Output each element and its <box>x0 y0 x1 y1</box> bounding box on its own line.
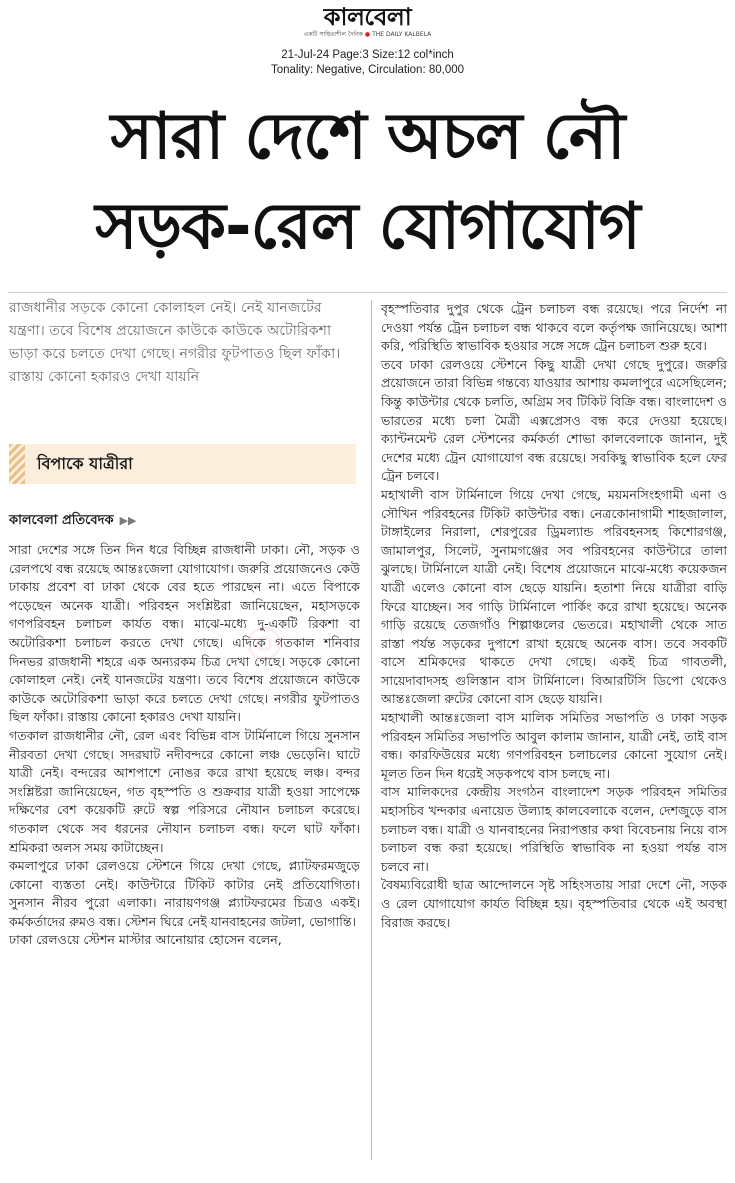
headline-line-1: সারা দেশে অচল নৌ <box>110 100 625 174</box>
article-paragraph: বাস মালিকদের কেন্দ্রীয় সংগঠন বাংলাদেশ সড়ক পরিবহন সমিতির মহাসচিব খন্দকার এনায়েত উল্যাহ কালবেলাকে বলেন, দেশজুড়ে বাস চলাচল বন্ধ। যাত্রী ও যানবাহনের নিরাপত্তার কথা বিবেচনায় নিয়ে বাস চলাচল বন্ধ করা হয়েছে। পরিস্থিতি স্বাভাবিক না হওয়া পর্যন্ত বাস চলবে না। <box>381 784 727 874</box>
intro-blurb: রাজধানীর সড়কে কোনো কোলাহল নেই। নেই যানজটের যন্ত্রণা। তবে বিশেষ প্রয়োজনে কাউকে কাউকে অটোরিকশা ভাড়া করে চলতে দেখা গেছে। নগরীর ফুটপাতও ছিল ফাঁকা। রাস্তায় কোনো হকারও দেখা যায়নি <box>9 300 341 385</box>
byline-text: কালবেলা প্রতিবেদক <box>9 513 114 528</box>
tagline-dot-icon: ● <box>364 31 371 38</box>
article-paragraph: বৃহস্পতিবার দুপুর থেকে ট্রেন চলাচল বন্ধ রয়েছে। পরে নির্দেশ না দেওয়া পর্যন্ত ট্রেন চলাচল বন্ধ থাকবে বলে কর্তৃপক্ষ জানিয়েছে। আশা করি, পরিস্থিতি স্বাভাবিক হওয়ার সঙ্গে সঙ্গে ট্রেন চলাচল শুরু হবে। <box>381 301 727 354</box>
article-paragraph: মহাখালী আন্তঃজেলা বাস মালিক সমিতির সভাপতি ও ঢাকা সড়ক পরিবহন সমিতির সভাপতি আবুল কালাম জানান, যাত্রী নেই, তাই বাস বন্ধ। কারফিউয়ের মধ্যে গণপরিবহন চলাচলের কোনো সুযোগ নেই। মূলত তিন দিন ধরেই সড়কপথে বাস চলছে না। <box>381 710 727 781</box>
newspaper-logo: কালবেলা <box>323 3 412 31</box>
right-column <box>381 300 727 932</box>
byline <box>9 511 136 531</box>
double-chevron-right-icon: ▶▶ <box>119 514 137 527</box>
headline-divider <box>8 292 727 293</box>
subheading-box <box>9 444 356 484</box>
masthead <box>0 4 735 39</box>
subheading-pattern-icon <box>9 444 25 484</box>
headline <box>0 92 735 272</box>
logo-tagline-bn: একটি সাহিত্যশীল দৈনিক <box>303 31 363 38</box>
article-paragraph: কমলাপুরে ঢাকা রেলওয়ে স্টেশনে গিয়ে দেখা গেছে, প্ল্যাটফরমজুড়ে কোনো ব্যস্ততা নেই। কাউন্টারে টিকিট কাটার নেই প্রতিযোগিতা। সুনসান নীরব পুরো এলাকা। নারায়ণগঞ্জ প্ল্যাটফরমের চিত্রও একই। কর্মকর্তাদের রুমও বন্ধ। স্টেশন ঘিরে নেই যানবাহনের জটলা, ভোগান্তি। <box>9 858 360 929</box>
left-column <box>9 541 360 950</box>
meta-date-line: 21-Jul-24 Page:3 Size:12 col*inch <box>281 49 454 61</box>
meta-tonality-line: Tonality: Negative, Circulation: 80,000 <box>270 64 465 76</box>
article-paragraph: ঢাকা রেলওয়ে স্টেশন মাস্টার আনোয়ার হোসেন বলেন, <box>9 932 282 948</box>
article-paragraph: মহাখালী বাস টার্মিনালে গিয়ে দেখা গেছে, ময়মনসিংহগামী এনা ও সৌখিন পরিবহনের টিকিট কাউন্টার বন্ধ। নেত্রকোনাগামী শাহজালাল, টাঙ্গাইলের নিরালা, শেরপুরের ড্রিমল্যান্ড পরিবহনসহ কিশোরগঞ্জ, জামালপুর, সিলেট, সুনামগঞ্জের সব পরিবহনের কাউন্টারে তালা ঝুলছে। টার্মিনালে যাত্রী নেই। বিশেষ প্রয়োজনে মাঝে-মধ্যে কয়েকজন যাত্রী এলেও কোনো বাস ছেড়ে যায়নি। হতাশা নিয়ে যাত্রীরা বাড়ি ফিরে যাচ্ছেন। সব গাড়ি টার্মিনালে পার্কিং করে রাখা হয়েছে। অনেক গাড়ি রয়েছে তেজগাঁও শিল্পাঞ্চলের ভেতরে। মহাখালী থেকে সাত রাস্তা পর্যন্ত সড়কের দুপাশে রাখা হয়েছে অনেক বাস। তবে সবকটি বাসে শ্রমিকদের থাকতে দেখা গেছে। একই চিত্র গাবতলী, সায়েদাবাদসহ গুলিস্তান বাস টার্মিনালে। বিআরটিসি ডিপো থেকেও আন্তঃজেলা রুটের কোনো বাস ছেড়ে যায়নি। <box>381 486 727 707</box>
watermark-logo: ◎ <box>245 615 284 666</box>
article-paragraph: সারা দেশের সঙ্গে তিন দিন ধরে বিচ্ছিন্ন রাজধানী ঢাকা। নৌ, সড়ক ও রেলপথে বন্ধ রয়েছে আন্তঃজেলা যোগাযোগ। জরুরি প্রয়োজনেও কেউ ঢাকায় প্রবেশ বা ঢাকা থেকে বের হতে পারছেন না। এতে বিপাকে পড়েছেন অনেক যাত্রী। পরিবহন সংশ্লিষ্টরা জানিয়েছেন, মহাসড়কে গণপরিবহন চলাচল কার্যত বন্ধ। মাঝে-মধ্যে দু-একটি রিকশা বা অটোরিকশা চলাচল করতে দেখা গেছে। এদিকে গতকাল শনিবার দিনভর রাজধানী শহরে এক অন্যরকম চিত্র দেখা গেছে। সড়কে কোনো কোলাহল নেই। নেই যানজটের যন্ত্রণা। তবে বিশেষ প্রয়োজনে কাউকে কাউকে অটোরিকশা ভাড়া করে চলতে দেখা গেছে। নগরীর ফুটপাতও ছিল ফাঁকা। রাস্তায় কোনো হকারও দেখা যায়নি। <box>9 542 360 725</box>
logo-tagline-en: THE DAILY KALBELA <box>372 31 432 38</box>
subheading: বিপাকে যাত্রীরা <box>37 454 133 473</box>
logo-tagline <box>0 31 735 39</box>
article-paragraph: বৈষম্যবিরোধী ছাত্র আন্দোলনে সৃষ্ট সহিংসতায় সারা দেশে নৌ, সড়ক ও রেল যোগাযোগ কার্যত বিচ্ছিন্ন হয়। বৃহস্পতিবার থেকে এই অবস্থা বিরাজ করছে। <box>381 877 727 930</box>
clipping-meta <box>0 48 735 78</box>
column-divider <box>371 300 372 1160</box>
article-paragraph: গতকাল রাজধানীর নৌ, রেল এবং বিভিন্ন বাস টার্মিনালে গিয়ে সুনসান নীরবতা দেখা গেছে। সদরঘাট নদীবন্দরে কোনো লঞ্চ ভেড়েনি। ঘাটে যাত্রী নেই। বন্দরের আশপাশে নোঙর করে রাখা হয়েছে লঞ্চ। বন্দর সংশ্লিষ্টরা জানিয়েছেন, গত বৃহস্পতি ও শুক্রবার যাত্রী হওয়া সাপেক্ষে দক্ষিণের বেশ কয়েকটি রুটে স্বল্প পরিসরে নৌযান চলাচল করেছে। গতকাল থেকে সব ধরনের নৌযান চলাচল বন্ধ। ফলে ঘাট ফাঁকা। শ্রমিকরা অলস সময় কাটাচ্ছেন। <box>9 727 360 855</box>
article-paragraph: তবে ঢাকা রেলওয়ে স্টেশনে কিছু যাত্রী দেখা গেছে দুপুরে। জরুরি প্রয়োজনে তারা বিভিন্ন গন্তব্যে যাওয়ার আশায় কমলাপুরে এসেছিলেন; কিন্তু কাউন্টার থেকে চলতি, অগ্রিম সব টিকিট বিক্রি বন্ধ। বাংলাদেশ ও ভারতের মধ্যে চলা মৈত্রী এক্সপ্রেসও বন্ধ করে দেওয়া হয়েছে। ক্যান্টনমেন্ট রেল স্টেশনের কর্মকর্তা শোভা কালবেলাকে জানান, দুই দেশের মধ্যে ট্রেন যোগাযোগ বন্ধ রয়েছে। সবকিছু স্বাভাবিক হলে ফের ট্রেন চলবে। <box>381 356 727 484</box>
headline-line-2: সড়ক-রেল যোগাযোগ <box>95 190 640 264</box>
